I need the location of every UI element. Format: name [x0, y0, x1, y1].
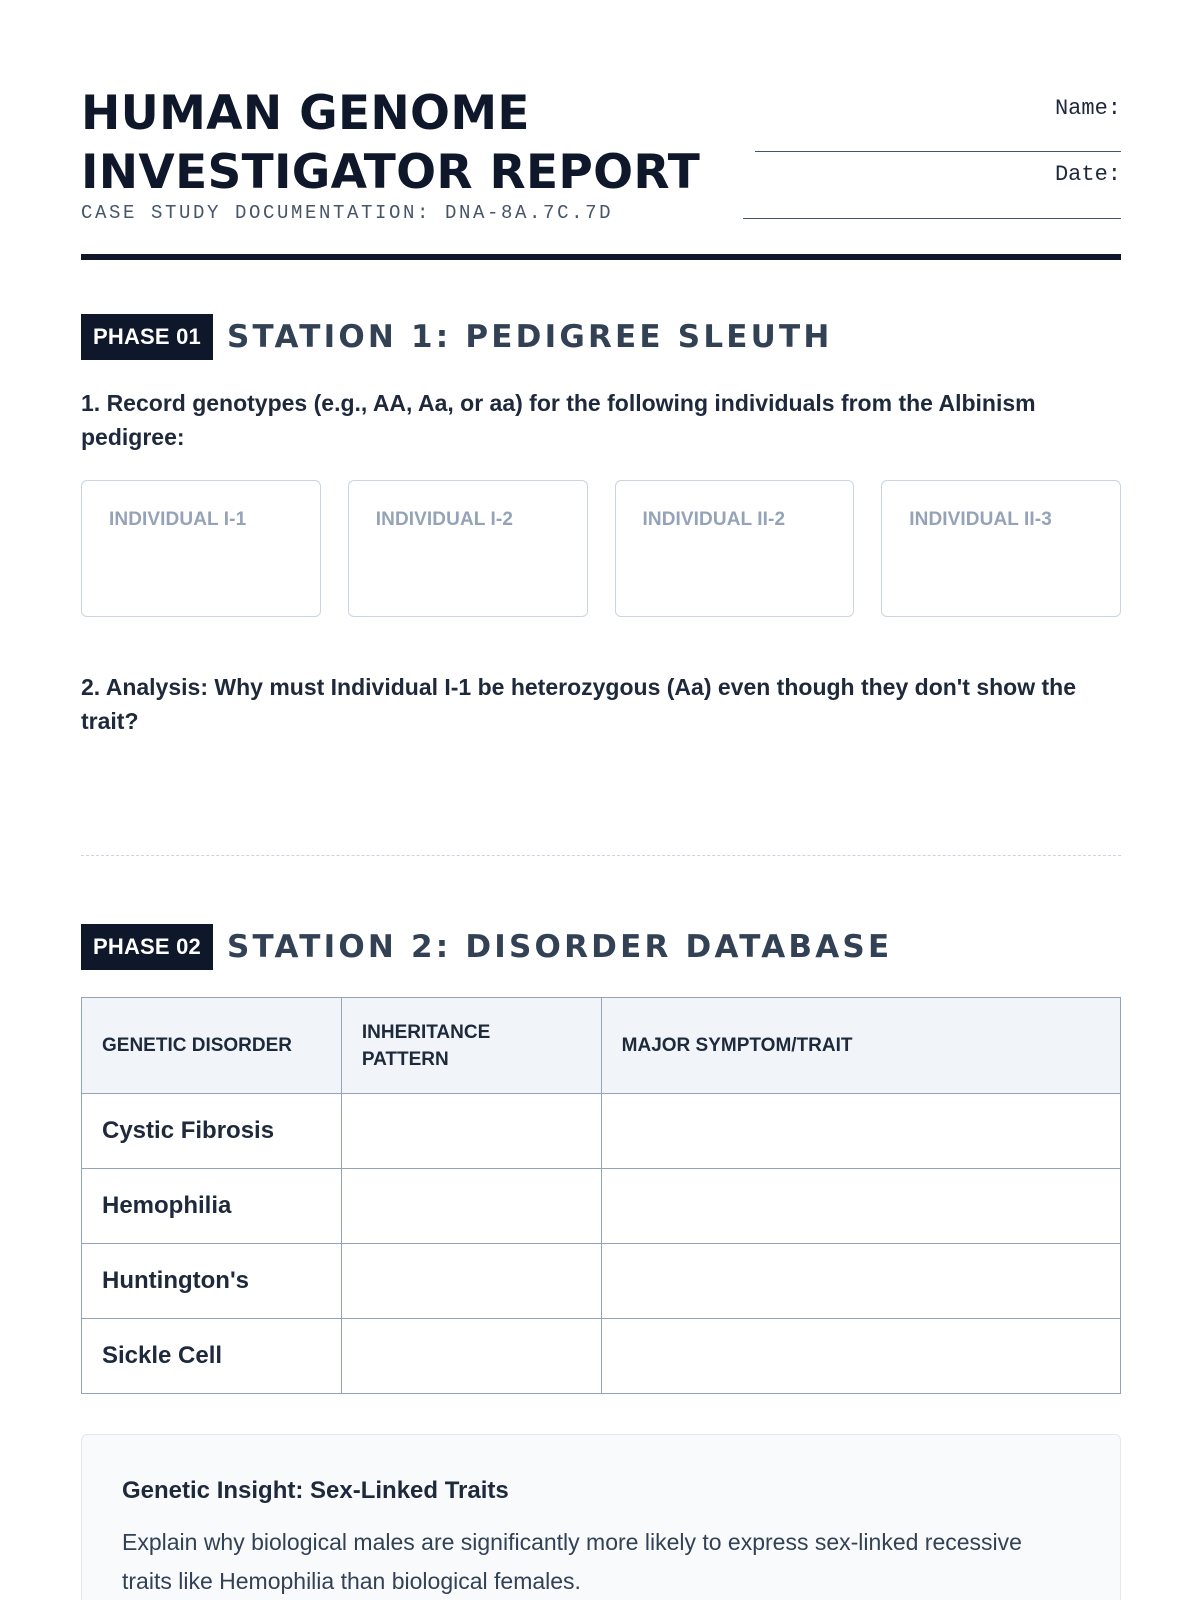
name-label: Name: [1054, 96, 1121, 121]
insight-body: Explain why biological males are significantly more likely to express sex-linked recessive traits like Hemophilia than biological females. [122, 1529, 1022, 1594]
phase-2-heading [81, 924, 892, 970]
genotype-boxes [81, 480, 1121, 617]
table-row [82, 1094, 1121, 1169]
table-row [82, 1319, 1121, 1394]
disorder-name: Cystic Fibrosis [82, 1094, 342, 1169]
phase-2-badge: PHASE 02 [81, 924, 213, 970]
symptom-cell[interactable] [601, 1169, 1120, 1244]
genotype-box-label: INDIVIDUAL II-2 [642, 509, 786, 530]
table-row [82, 1244, 1121, 1319]
report-title-line-1: HUMAN GENOME [81, 86, 530, 141]
symptom-cell[interactable] [601, 1319, 1120, 1394]
table-header-row [82, 998, 1121, 1094]
report-title-line-2: INVESTIGATOR REPORT [81, 145, 701, 200]
header-major-symptom: MAJOR SYMPTOM/TRAIT [601, 998, 1120, 1094]
header-inheritance-pattern: INHERITANCE PATTERN [341, 998, 601, 1094]
insight-title: Genetic Insight: Sex-Linked Traits [122, 1477, 509, 1504]
genotype-box-label: INDIVIDUAL I-1 [109, 509, 247, 530]
name-write-line[interactable] [755, 151, 1121, 152]
genotype-box-label: INDIVIDUAL II-3 [909, 509, 1052, 530]
inheritance-cell[interactable] [341, 1094, 601, 1169]
phase-1-badge: PHASE 01 [81, 314, 213, 360]
question-1: 1. Record genotypes (e.g., AA, Aa, or aa) for the following individuals from the Albinism pedigree: [81, 390, 1036, 450]
genotype-box-ii-3[interactable] [881, 480, 1121, 617]
date-write-line[interactable] [743, 218, 1121, 219]
symptom-cell[interactable] [601, 1244, 1120, 1319]
report-header [81, 84, 1121, 260]
genotype-box-i-1[interactable] [81, 480, 321, 617]
genotype-box-label: INDIVIDUAL I-2 [375, 509, 513, 530]
disorder-name: Huntington's [82, 1244, 342, 1319]
table-row [82, 1169, 1121, 1244]
case-study-subtitle: CASE STUDY DOCUMENTATION: DNA-8A.7C.7D [81, 202, 614, 224]
worksheet-page [81, 0, 1121, 1600]
phase-1-heading [81, 314, 833, 360]
header-genetic-disorder: GENETIC DISORDER [82, 998, 342, 1094]
question-2: 2. Analysis: Why must Individual I-1 be heterozygous (Aa) even though they don't show the trait? [81, 674, 1076, 734]
disorder-name: Sickle Cell [82, 1319, 342, 1394]
report-title [81, 84, 700, 202]
inheritance-cell[interactable] [341, 1169, 601, 1244]
phase-1-title: STATION 1: PEDIGREE SLEUTH [226, 319, 833, 355]
symptom-cell[interactable] [601, 1094, 1120, 1169]
inheritance-cell[interactable] [341, 1244, 601, 1319]
genotype-box-i-2[interactable] [348, 480, 588, 617]
section-divider [81, 855, 1121, 856]
disorder-name-highlighted: Hemophilia [82, 1169, 342, 1244]
inheritance-cell[interactable] [341, 1319, 601, 1394]
date-label: Date: [1054, 162, 1121, 187]
disorder-table [81, 997, 1121, 1394]
phase-2-title: STATION 2: DISORDER DATABASE [226, 929, 893, 965]
header-divider [81, 254, 1121, 260]
genotype-box-ii-2[interactable] [615, 480, 855, 617]
genetic-insight-box [81, 1434, 1121, 1600]
